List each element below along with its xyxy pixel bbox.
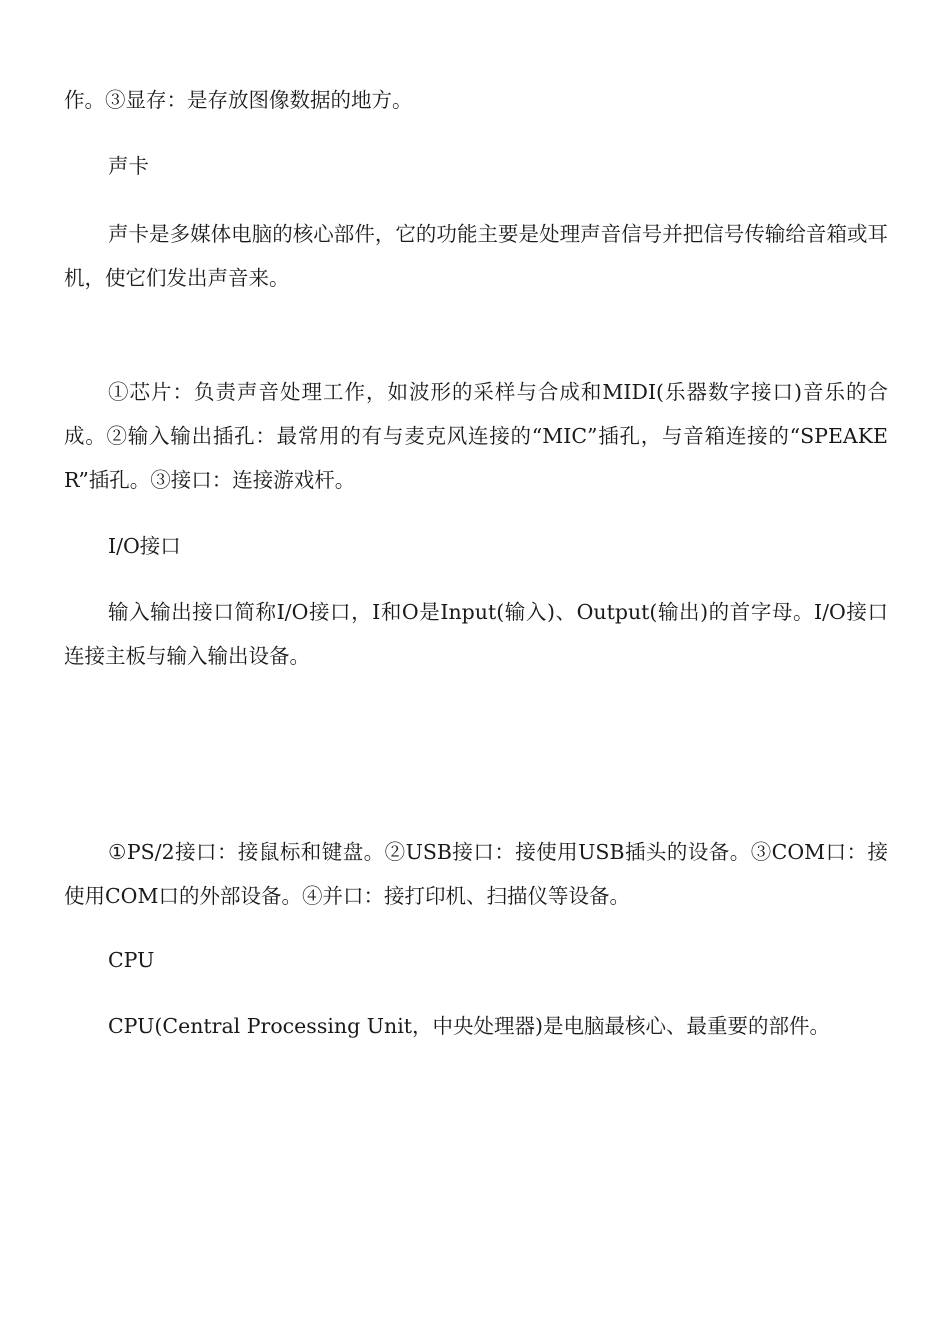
heading-cpu: CPU: [108, 948, 155, 972]
paragraph-vram: 作。③显存：是存放图像数据的地方。: [64, 88, 413, 112]
heading-io: I/O接口: [108, 534, 181, 558]
paragraph-sound-card: 声卡是多媒体电脑的核心部件，它的功能主要是处理声音信号并把信号传输给音箱或耳机，使它们发出声音来。: [64, 222, 888, 290]
paragraph-cpu: CPU(Central Processing Unit，中央处理器)是电脑最核心、最重要的部件。: [108, 1014, 831, 1038]
paragraph-io-parts: ①PS/2接口：接鼠标和键盘。②USB接口：接使用USB插头的设备。③COM口：接使用COM口的外部设备。④并口：接打印机、扫描仪等设备。: [64, 840, 888, 908]
heading-sound-card: 声卡: [108, 154, 149, 178]
paragraph-sound-card-parts: ①芯片：负责声音处理工作，如波形的采样与合成和MIDI(乐器数字接口)音乐的合成。②输入输出插孔：最常用的有与麦克风连接的“MIC”插孔，与音箱连接的“SPEAKER”插孔。③接口：连接游戏杆。: [64, 380, 888, 492]
paragraph-io: 输入输出接口简称I/O接口，I和O是Input(输入)、Output(输出)的首字母。I/O接口连接主板与输入输出设备。: [64, 600, 888, 668]
